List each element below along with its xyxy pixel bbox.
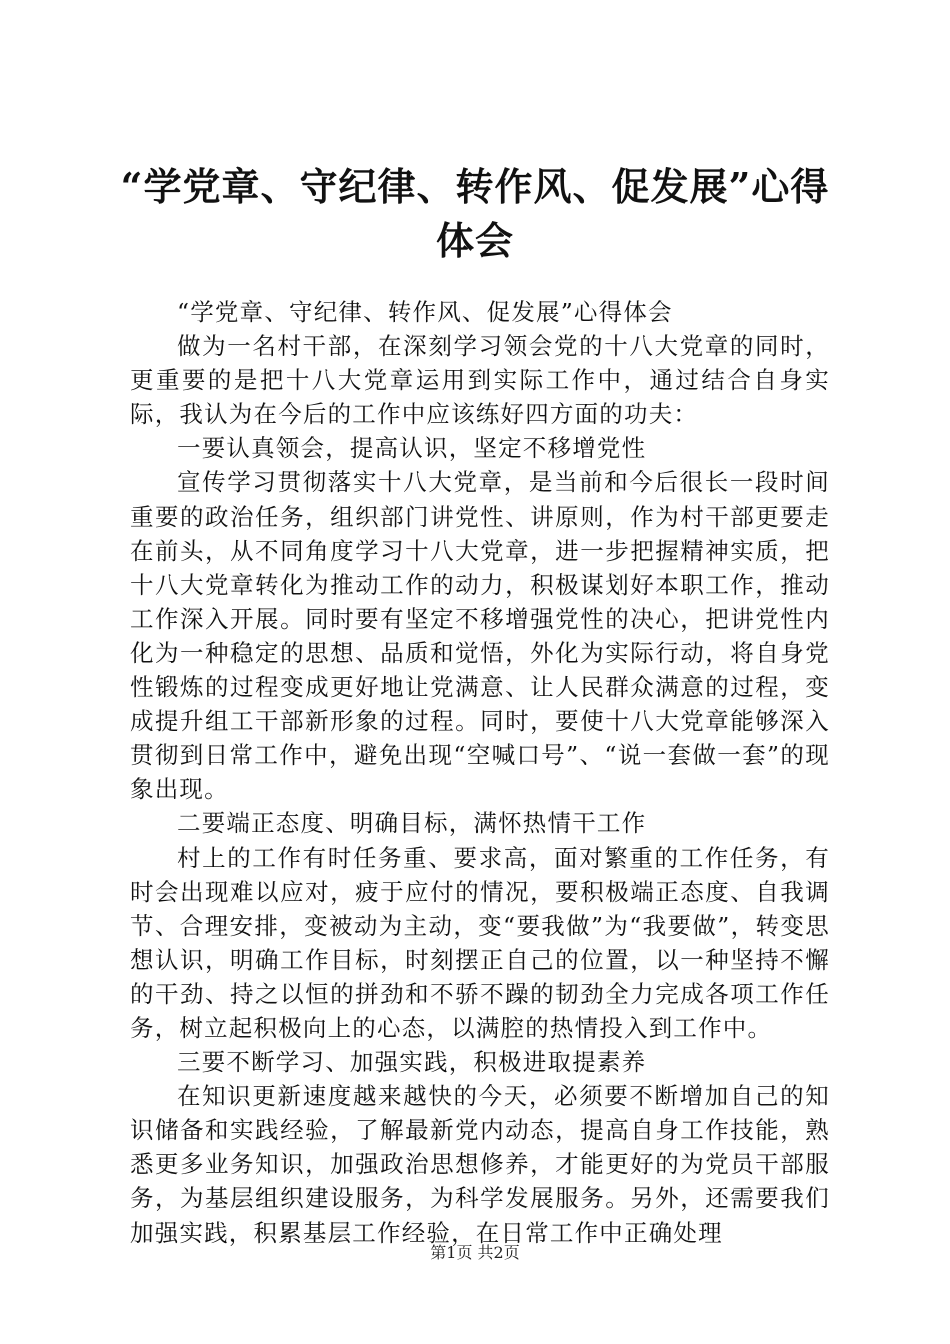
section-heading-1: 一要认真领会，提高认识，坚定不移增党性	[177, 434, 647, 463]
paragraph-section-2: 村上的工作有时任务重、要求高，面对繁重的工作任务，有时会出现难以应对，疲于应付的情况，要积极端正态度、自我调节、合理安排，变被动为主动，变“要我做”为“我要做”，转变思想认识，明确工作目标，时刻摆正自己的位置，以一种坚持不懈的干劲、持之以恒的拼劲和不骄不躁的韧劲全力完成各项工作任务，树立起积极向上的心态，以满腔的热情投入到工作中。	[130, 843, 830, 1042]
paragraph-section-1: 宣传学习贯彻落实十八大党章，是当前和今后很长一段时间重要的政治任务，组织部门讲党性、讲原则，作为村干部更要走在前头，从不同角度学习十八大党章，进一步把握精神实质，把十八大党章转化为推动工作的动力，积极谋划好本职工作，推动工作深入开展。同时要有坚定不移增强党性的决心，把讲党性内化为一种稳定的思想、品质和觉悟，外化为实际行动，将自身党性锻炼的过程变成更好地让党满意、让人民群众满意的过程，变成提升组工干部新形象的过程。同时，要使十八大党章能够深入贯彻到日常工作中，避免出现“空喊口号”、“说一套做一套”的现象出现。	[130, 468, 830, 804]
section-heading-3: 三要不断学习、加强实践，积极进取提素养	[177, 1048, 647, 1077]
paragraph-section-3: 在知识更新速度越来越快的今天，必须要不断增加自己的知识储备和实践经验，了解最新党内动态，提高自身工作技能，熟悉更多业务知识，加强政治思想修养，才能更好的为党员干部服务，为基层组织建设服务，为科学发展服务。另外，还需要我们加强实践，积累基层工作经验，在日常工作中正确处理	[130, 1082, 830, 1247]
paragraph-intro: 做为一名村干部，在深刻学习领会党的十八大党章的同时，更重要的是把十八大党章运用到实际工作中，通过结合自身实际，我认为在今后的工作中应该练好四方面的功夫：	[130, 332, 830, 429]
page-number-footer: 第1页 共2页	[430, 1243, 520, 1262]
paragraph-heading: “学党章、守纪律、转作风、促发展”心得体会	[177, 298, 673, 326]
document-body	[130, 295, 830, 1250]
section-heading-2: 二要端正态度、明确目标，满怀热情干工作	[177, 809, 647, 838]
document-title: “学党章、守纪律、转作风、促发展”心得体会	[120, 164, 830, 263]
